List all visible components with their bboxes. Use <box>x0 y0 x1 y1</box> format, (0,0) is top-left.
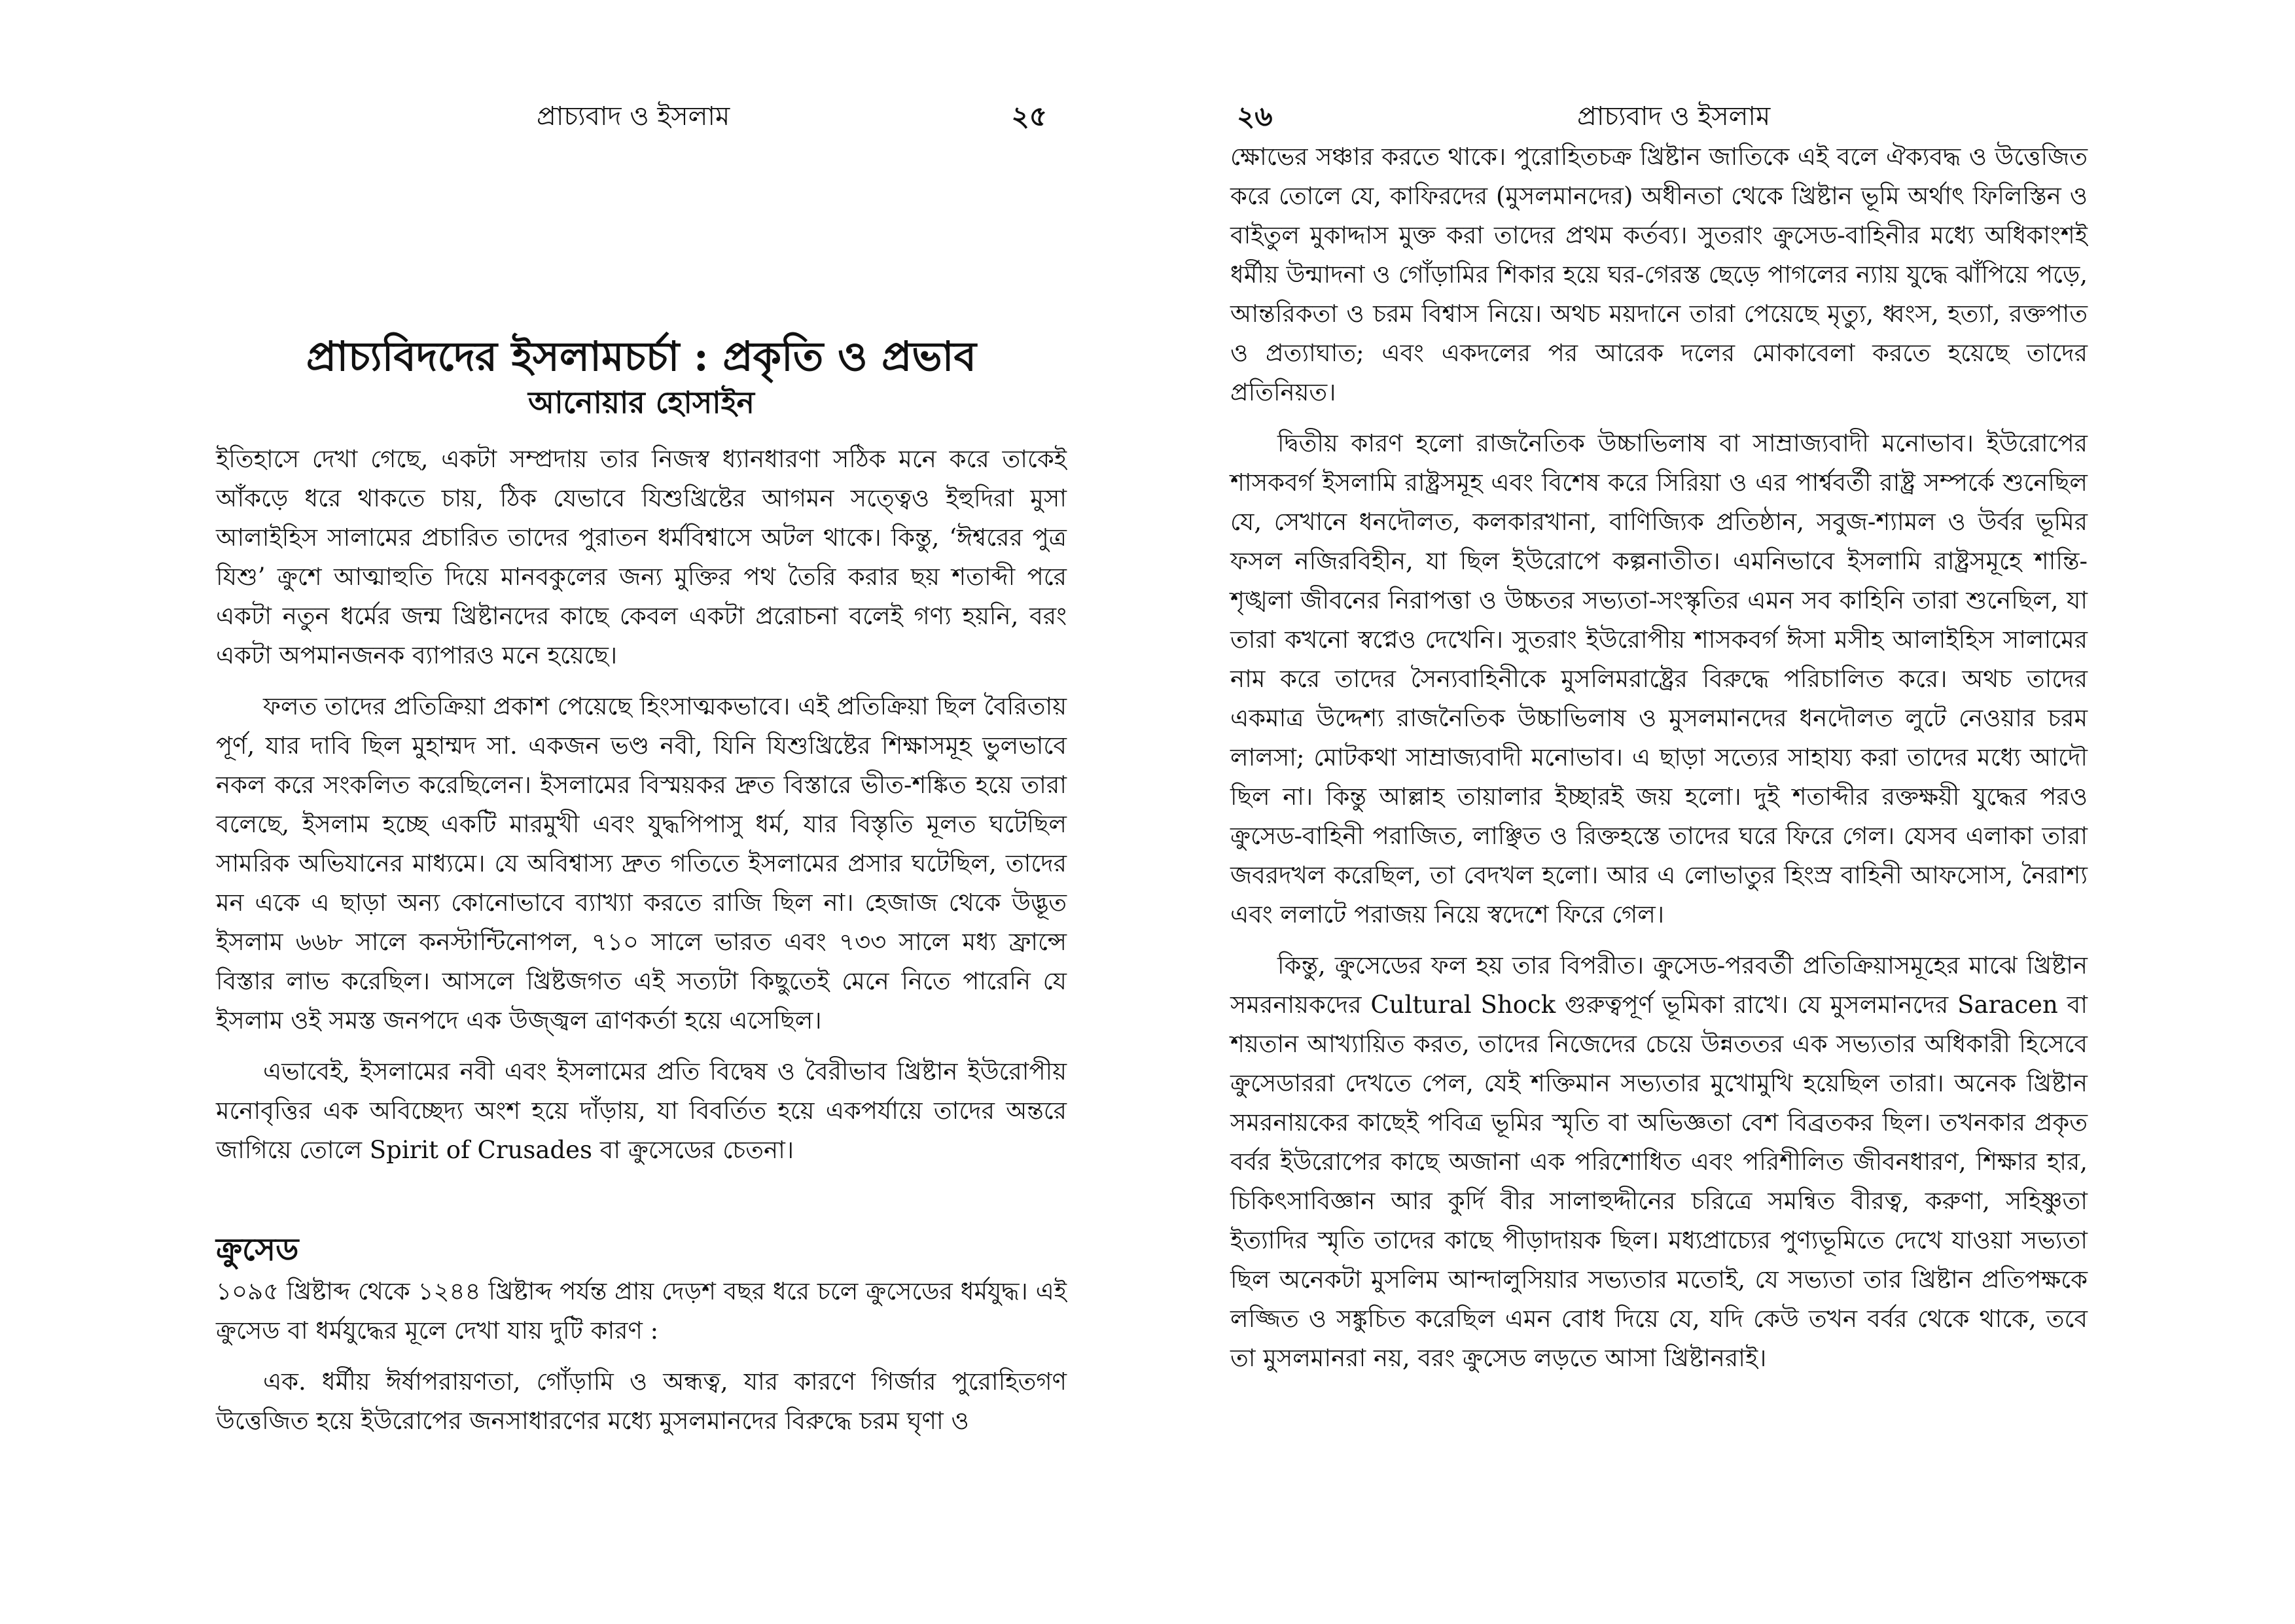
paragraph: দ্বিতীয় কারণ হলো রাজনৈতিক উচ্চাভিলাষ বা সাম্রাজ্যবাদী মনোভাব। ইউরোপের শাসকবর্গ ইসলামি রাষ্ট্রসমূহ এবং বিশেষ করে সিরিয়া ও এর পার্শ্ববর্তী রাষ্ট্র সম্পর্কে শুনেছিল যে, সেখানে ধনদৌলত, কলকারখানা, বাণিজ্যিক প্রতিষ্ঠান, সবুজ-শ্যামল ও উর্বর ভূমির ফসল নজিরবিহীন, যা ছিল ইউরোপে কল্পনাতীত। এমনিভাবে ইসলামি রাষ্ট্রসমূহে শান্তি-শৃঙ্খলা জীবনের নিরাপত্তা ও উচ্চতর সভ্যতা-সংস্কৃতির এমন সব কাহিনি তারা শুনেছিল, যা তারা কখনো স্বপ্নেও দেখেনি। সুতরাং ইউরোপীয় শাসকবর্গ ঈসা মসীহ আলাইহিস সালামের নাম করে তাদের সৈন্যবাহিনীকে মুসলিমরাষ্ট্রের বিরুদ্ধে পরিচালিত করে। অথচ তাদের একমাত্র উদ্দেশ্য রাজনৈতিক উচ্চাভিলাষ ও মুসলমানদের ধনদৌলত লুটে নেওয়ার চরম লালসা; মোটকথা সাম্রাজ্যবাদী মনোভাব। এ ছাড়া সত্যের সাহায্য করা তাদের মধ্যে আদৌ ছিল না। কিন্তু আল্লাহ তায়ালার ইচ্ছারই জয় হলো। দুই শতাব্দীর রক্তক্ষয়ী যুদ্ধের পরও ক্রুসেড-বাহিনী পরাজিত, লাঞ্ছিত ও রিক্তহস্তে তাদের ঘরে ফিরে গেল। যেসব এলাকা তারা জবরদখল করেছিল, তা বেদখল হলো। আর এ লোভাতুর হিংস্র বাহিনী আফসোস, নৈরাশ্য এবং ললাটে পরাজয় নিয়ে স্বদেশে ফিরে গেল। <box>1230 429 2088 928</box>
section-heading: ক্রুসেড <box>216 1231 299 1268</box>
left-body <box>216 440 1067 1453</box>
left-page <box>216 0 1067 1624</box>
right-page <box>1230 0 2088 1624</box>
article-author: আনোয়ার হোসাইন <box>528 385 755 420</box>
paragraph: ক্ষোভের সঞ্চার করতে থাকে। পুরোহিতচক্র খ্রিষ্টান জাতিকে এই বলে ঐক্যবদ্ধ ও উত্তেজিত করে তোলে যে, কাফিরদের (মুসলমানদের) অধীনতা থেকে খ্রিষ্টান ভূমি অর্থাৎ ফিলিস্তিন ও বাইতুল মুকাদ্দাস মুক্ত করা তাদের প্রথম কর্তব্য। সুতরাং ক্রুসেড-বাহিনীর মধ্যে অধিকাংশই ধর্মীয় উন্মাদনা ও গোঁড়ামির শিকার হয়ে ঘর-গেরস্ত ছেড়ে পাগলের ন্যায় যুদ্ধে ঝাঁপিয়ে পড়ে, আন্তরিকতা ও চরম বিশ্বাস নিয়ে। অথচ ময়দানে তারা পেয়েছে মৃত্যু, ধ্বংস, হত্যা, রক্তপাত ও প্রত্যাঘাত; এবং একদলের পর আরেক দলের মোকাবেলা করতে হয়েছে তাদের প্রতিনিয়ত। <box>1230 143 2088 406</box>
running-title: প্রাচ্যবাদ ও ইসলাম <box>1577 101 1771 132</box>
page-number: ২৬ <box>1237 100 1273 132</box>
paragraph: ফলত তাদের প্রতিক্রিয়া প্রকাশ পেয়েছে হিংসাত্মকভাবে। এই প্রতিক্রিয়া ছিল বৈরিতায় পূর্ণ, যার দাবি ছিল মুহাম্মদ সা. একজন ভণ্ড নবী, যিনি যিশুখ্রিষ্টের শিক্ষাসমূহ ভুলভাবে নকল করে সংকলিত করেছিলেন। ইসলামের বিস্ময়কর দ্রুত বিস্তারে ভীত-শঙ্কিত হয়ে তারা বলেছে, ইসলাম হচ্ছে একটি মারমুখী এবং যুদ্ধপিপাসু ধর্ম, যার বিস্তৃতি মূলত ঘটেছিল সামরিক অভিযানের মাধ্যমে। যে অবিশ্বাস্য দ্রুত গতিতে ইসলামের প্রসার ঘটেছিল, তাদের মন একে এ ছাড়া অন্য কোনোভাবে ব্যাখ্যা করতে রাজি ছিল না। হেজাজ থেকে উদ্ভূত ইসলাম ৬৬৮ সালে কনস্টান্টিনোপল, ৭১০ সালে ভারত এবং ৭৩৩ সালে মধ্য ফ্রান্সে বিস্তার লাভ করেছিল। আসলে খ্রিষ্টজগত এই সত্যটা কিছুতেই মেনে নিতে পারেনি যে ইসলাম ওই সমস্ত জনপদে এক উজ্জ্বল ত্রাণকর্তা হয়ে এসেছিল। <box>216 692 1067 1034</box>
paragraph: ১০৯৫ খ্রিষ্টাব্দ থেকে ১২৪৪ খ্রিষ্টাব্দ পর্যন্ত প্রায় দেড়শ বছর ধরে চলে ক্রুসেডের ধর্মযুদ্ধ। এই ক্রুসেড বা ধর্মযুদ্ধের মূলে দেখা যায় দুটি কারণ : <box>216 1277 1067 1345</box>
paragraph: এক. ধর্মীয় ঈর্ষাপরায়ণতা, গোঁড়ামি ও অন্ধত্ব, যার কারণে গির্জার পুরোহিতগণ উত্তেজিত হয়ে ইউরোপের জনসাধারণের মধ্যে মুসলমানদের বিরুদ্ধে চরম ঘৃণা ও <box>216 1368 1067 1435</box>
article-title: প্রাচ্যবিদদের ইসলামচর্চা : প্রকৃতি ও প্রভাব <box>306 332 977 380</box>
paragraph: এভাবেই, ইসলামের নবী এবং ইসলামের প্রতি বিদ্বেষ ও বৈরীভাব খ্রিষ্টান ইউরোপীয় মনোবৃত্তির এক অবিচ্ছেদ্য অংশ হয়ে দাঁড়ায়, যা বিবর্তিত হয়ে একপর্যায়ে তাদের অন্তরে জাগিয়ে তোলে Spirit of Crusades বা ক্রুসেডের চেতনা। <box>216 1057 1067 1164</box>
running-title: প্রাচ্যবাদ ও ইসলাম <box>537 101 730 132</box>
page-number: ২৫ <box>1011 100 1047 132</box>
paragraph: কিন্তু, ক্রুসেডের ফল হয় তার বিপরীত। ক্রুসেড-পরবর্তী প্রতিক্রিয়াসমূহের মাঝে খ্রিষ্টান সমরনায়কদের Cultural Shock গুরুত্বপূর্ণ ভূমিকা রাখে। যে মুসলমানদের Saracen বা শয়তান আখ্যায়িত করত, তাদের নিজেদের চেয়ে উন্নততর এক সভ্যতার অধিকারী হিসেবে ক্রুসেডাররা দেখতে পেল, যেই শক্তিমান সভ্যতার মুখোমুখি হয়েছিল তারা। অনেক খ্রিষ্টান সমরনায়কের কাছেই পবিত্র ভূমির স্মৃতি বা অভিজ্ঞতা বেশ বিব্রতকর ছিল। তখনকার প্রকৃত বর্বর ইউরোপের কাছে অজানা এক পরিশোধিত এবং পরিশীলিত জীবনধারণ, শিক্ষার হার, চিকিৎসাবিজ্ঞান আর কুর্দি বীর সালাহুদ্দীনের চরিত্রে সমন্বিত বীরত্ব, করুণা, সহিষ্ণুতা ইত্যাদির স্মৃতি তাদের কাছে পীড়াদায়ক ছিল। মধ্যপ্রাচ্যের পুণ্যভূমিতে দেখে যাওয়া সভ্যতা ছিল অনেকটা মুসলিম আন্দালুসিয়ার সভ্যতার মতোই, যে সভ্যতা তার খ্রিষ্টান প্রতিপক্ষকে লজ্জিত ও সঙ্কুচিত করেছিল এমন বোধ দিয়ে যে, যদি কেউ তখন বর্বর থেকে থাকে, তবে তা মুসলমানরা নয়, বরং ক্রুসেড লড়তে আসা খ্রিষ্টানরাই। <box>1230 951 2088 1372</box>
paragraph: ইতিহাসে দেখা গেছে, একটা সম্প্রদায় তার নিজস্ব ধ্যানধারণা সঠিক মনে করে তাকেই আঁকড়ে ধরে থাকতে চায়, ঠিক যেভাবে যিশুখ্রিষ্টের আগমন সত্ত্বেও ইহুদিরা মুসা আলাইহিস সালামের প্রচারিত তাদের পুরাতন ধর্মবিশ্বাসে অটল থাকে। কিন্তু, ‘ঈশ্বরের পুত্র যিশু’ ক্রুশে আত্মাহুতি দিয়ে মানবকুলের জন্য মুক্তির পথ তৈরি করার ছয় শতাব্দী পরে একটা নতুন ধর্মের জন্ম খ্রিষ্টানদের কাছে কেবল একটা প্ররোচনা বলেই গণ্য হয়নি, বরং একটা অপমানজনক ব্যাপারও মনে হয়েছে। <box>216 445 1067 669</box>
right-body <box>1230 137 2088 1390</box>
left-running-head <box>216 97 1067 136</box>
right-running-head <box>1230 97 2088 136</box>
